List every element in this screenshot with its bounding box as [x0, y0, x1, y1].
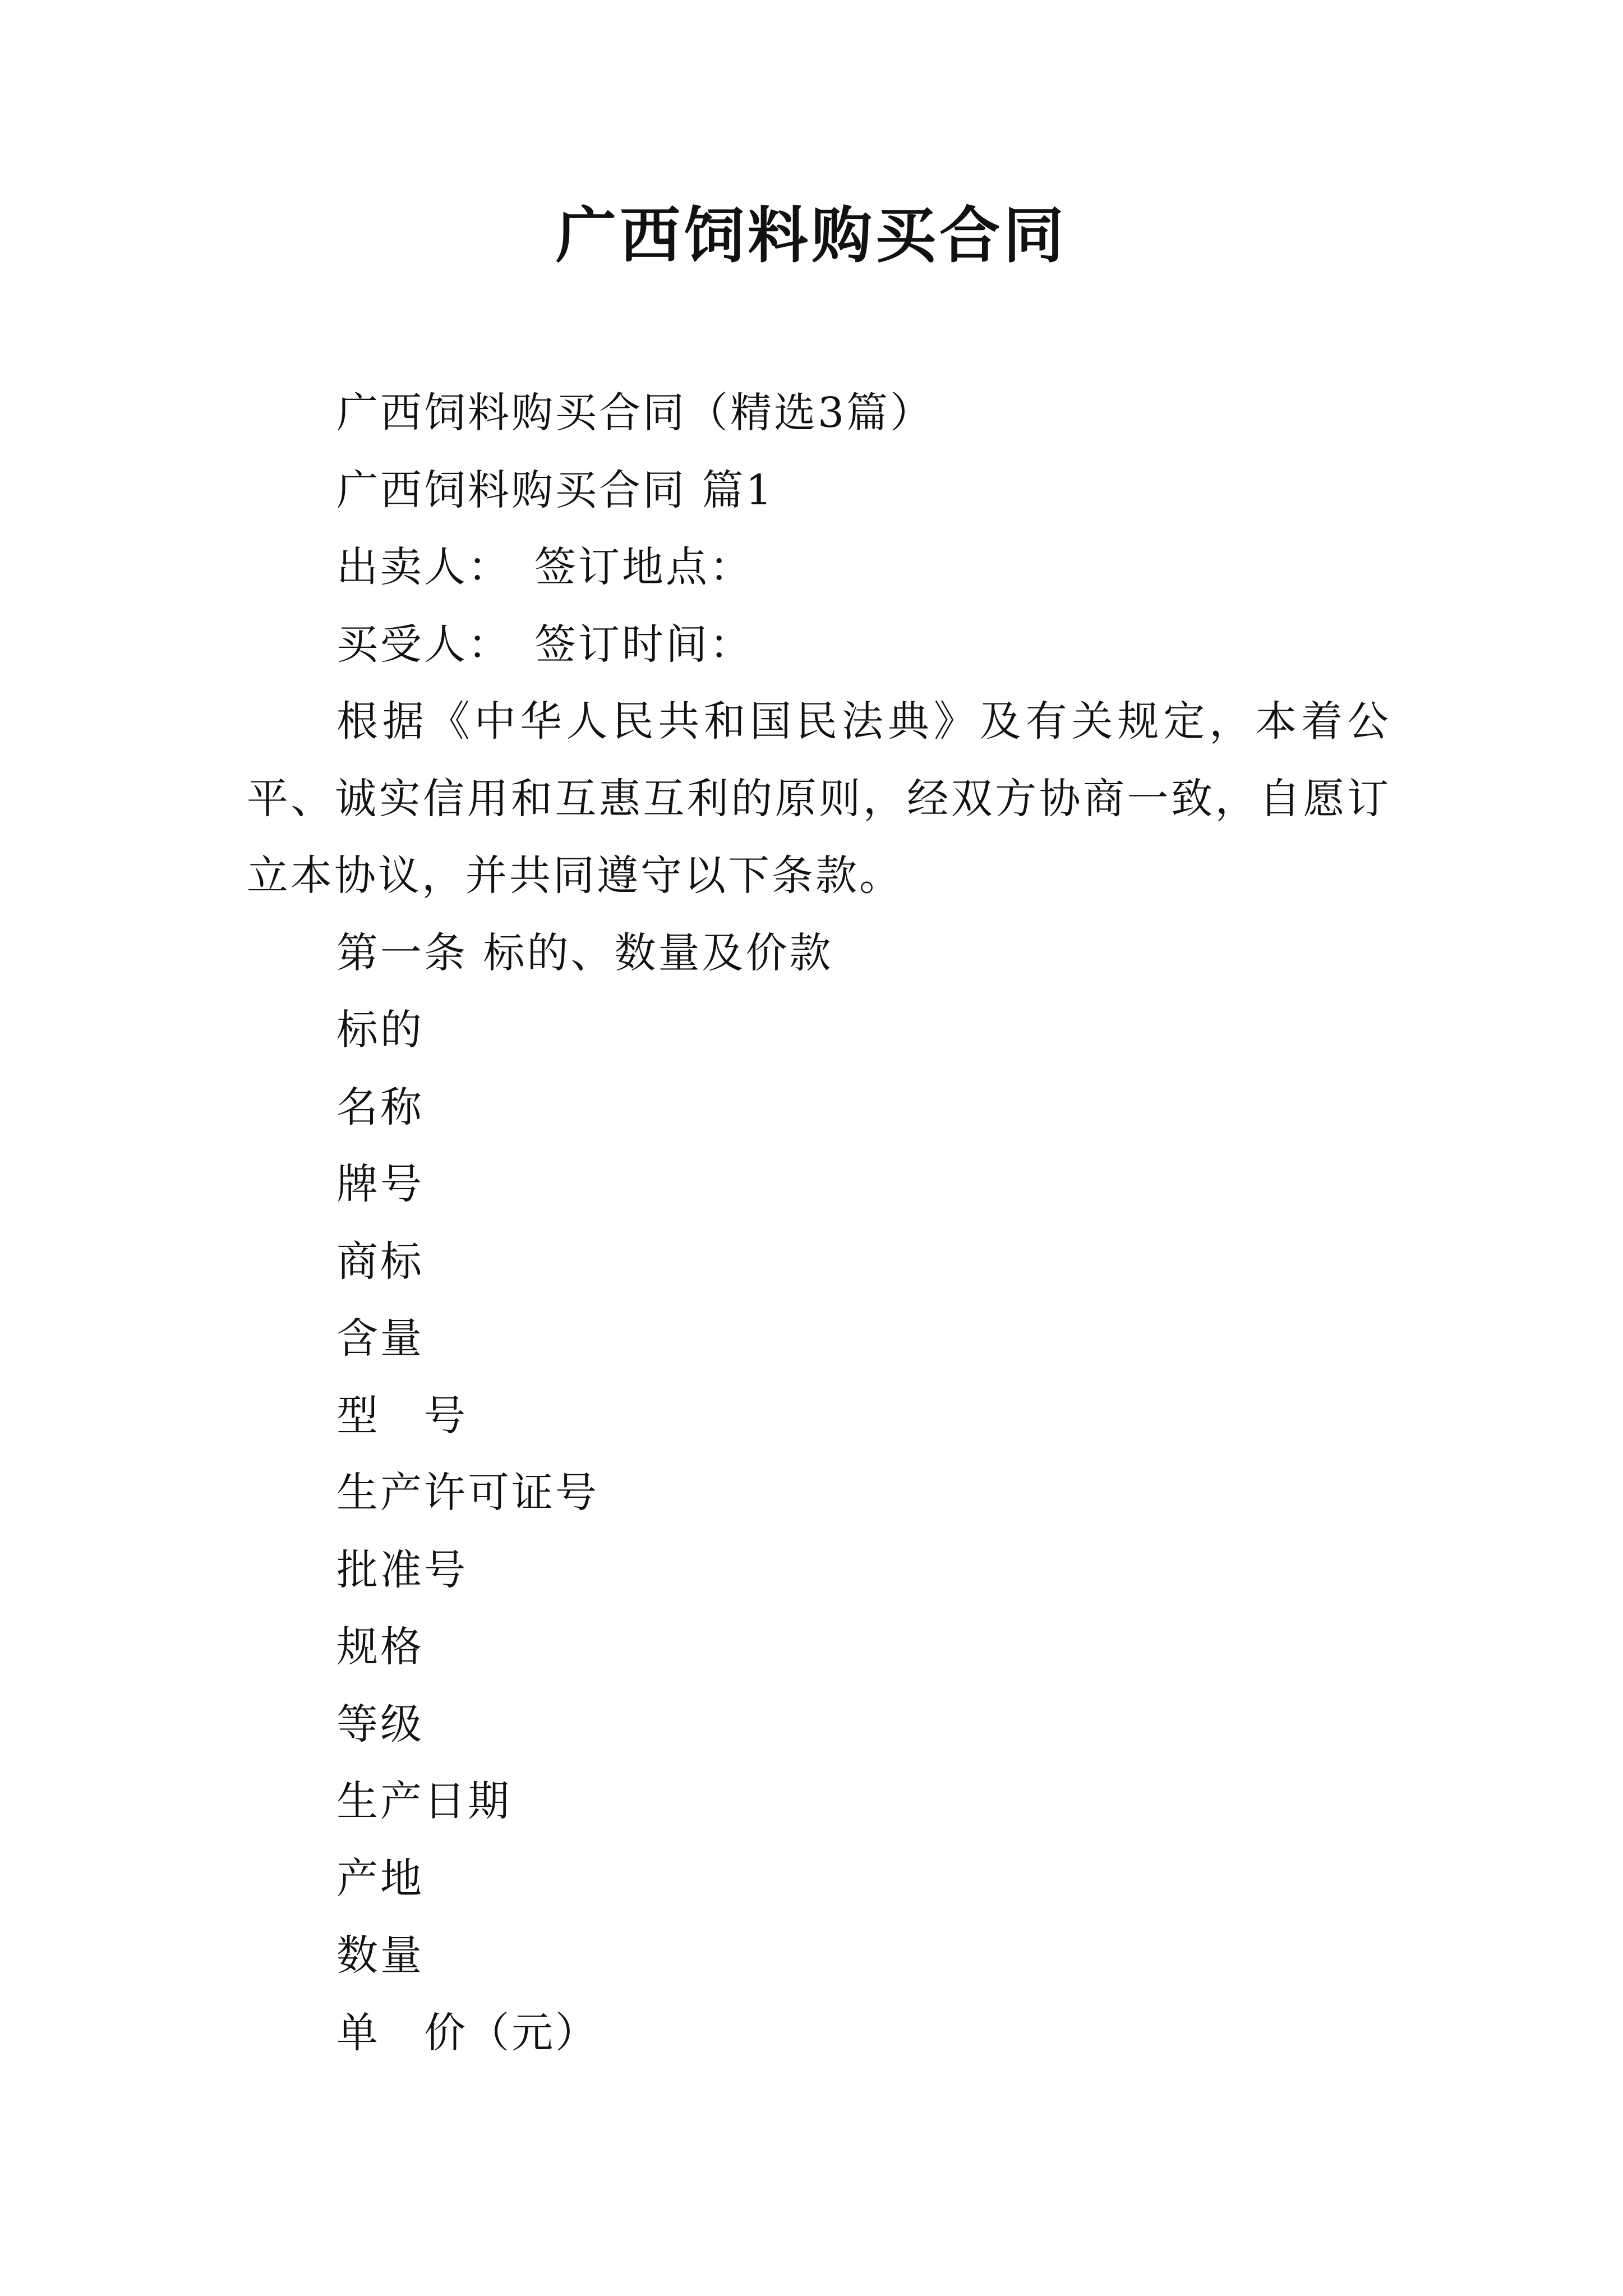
section-heading: 广西饲料购买合同 篇1 [336, 466, 774, 514]
list-item: 型 号 [336, 1391, 468, 1440]
collection-heading: 广西饲料购买合同（精选3篇） [336, 389, 934, 437]
list-item: 商标 [336, 1237, 424, 1286]
list-item: 标的 [336, 1006, 424, 1054]
document-title: 广西饲料购买合同 [555, 200, 1067, 271]
document-body [247, 375, 1391, 2072]
list-item: 单 价（元） [336, 2008, 599, 2057]
preamble-paragraph: 根据《中华人民共和国民法典》及有关规定，本着公平、诚实信用和互惠互利的原则，经双方协商一致，自愿订立本协议，并共同遵守以下条款。 [247, 697, 1391, 900]
list-item: 批准号 [336, 1545, 468, 1594]
list-item: 等级 [336, 1700, 424, 1749]
list-item: 含量 [336, 1314, 424, 1363]
list-item: 名称 [336, 1083, 424, 1131]
seller-line: 出卖人： 签订地点： [336, 543, 753, 591]
buyer-line: 买受人： 签订时间： [336, 620, 753, 669]
list-item: 数量 [336, 1931, 424, 1980]
list-item: 生产日期 [336, 1777, 511, 1825]
list-item: 生产许可证号 [336, 1469, 599, 1517]
list-item: 产地 [336, 1854, 424, 1903]
article-one-heading: 第一条 标的、数量及价款 [336, 928, 833, 977]
list-item: 规格 [336, 1623, 424, 1671]
list-item: 牌号 [336, 1160, 424, 1208]
